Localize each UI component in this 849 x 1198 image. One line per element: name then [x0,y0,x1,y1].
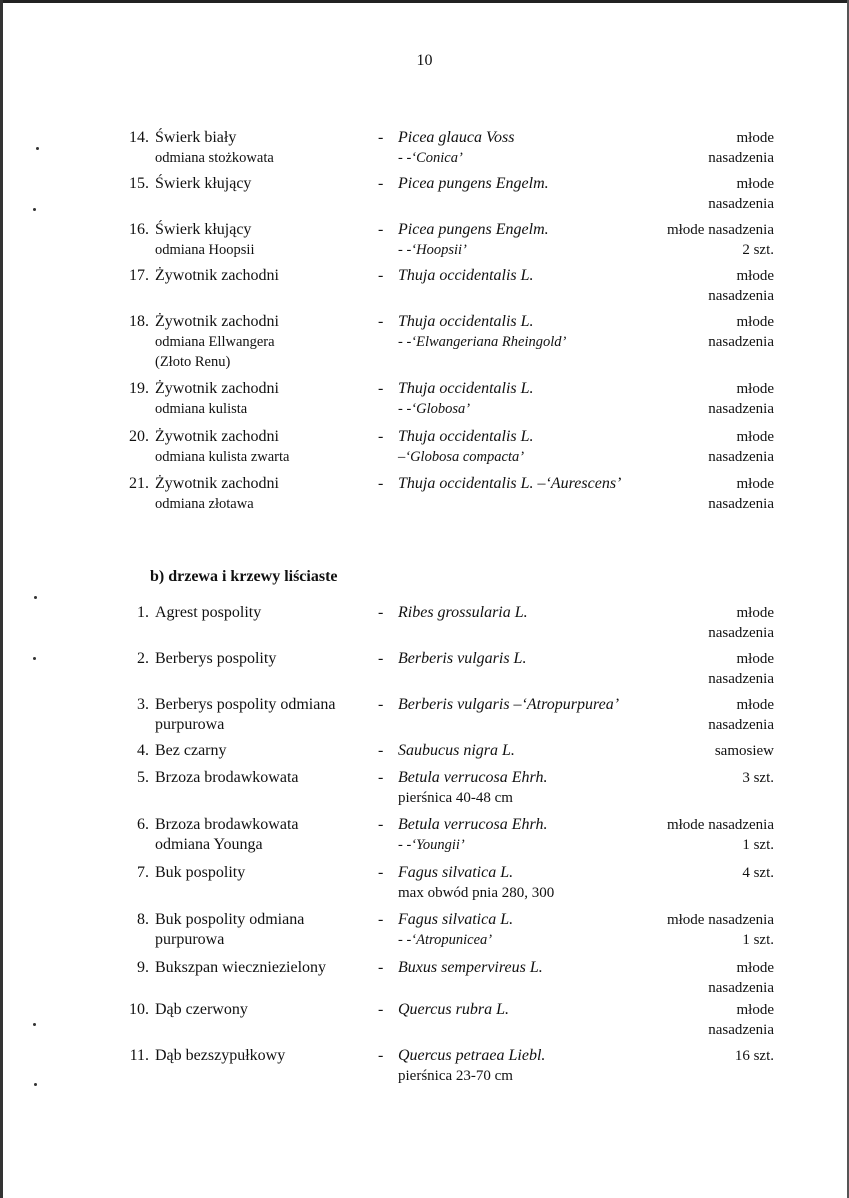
species-name: Brzoza brodawkowata [155,769,299,786]
species-name: Brzoza brodawkowata [155,816,299,833]
latin-name: Picea pungens Engelm. [398,221,549,238]
cultivar-name: - -‘Conica’ [398,150,463,166]
species-name: Dąb czerwony [155,1001,248,1018]
latin-name: Fagus silvatica L. [398,864,514,881]
latin-name: Picea pungens Engelm. [398,175,549,192]
species-name: Bukszpan wieczniezielony [155,959,327,976]
note-line-2: nasadzenia [708,980,774,996]
variety-name: odmiana kulista zwarta [155,449,290,465]
section-heading: b) drzewa i krzewy liściaste [150,568,338,585]
species-name: Buk pospolity [155,864,246,881]
variety-name: odmiana kulista [155,401,248,417]
note: młode [736,605,774,621]
item-number: 8. [137,911,149,928]
note-line-2: nasadzenia [708,717,774,733]
note: 4 szt. [742,865,774,881]
page-border-left [0,0,3,1198]
note: młode [736,429,774,445]
latin-name: Quercus rubra L. [398,1001,509,1018]
note: młode nasadzenia [666,222,774,238]
separator-dash: - [378,313,384,330]
species-name: Berberys pospolity [155,650,277,667]
note: samosiew [714,743,774,759]
species-name: Buk pospolity odmiana [155,911,305,928]
species-name-line-2: odmiana Younga [155,836,263,853]
species-name: Żywotnik zachodni [155,267,279,284]
latin-name: Thuja occidentalis L. –‘Aurescens’ [398,475,622,492]
separator-dash: - [378,696,384,713]
cultivar-name: - -‘Hoopsii’ [398,242,467,258]
item-number: 17. [129,267,149,284]
separator-dash: - [378,1001,384,1018]
item-number: 21. [129,475,149,492]
note: młode [736,697,774,713]
separator-dash: - [378,175,384,192]
variety-name: odmiana stożkowata [155,150,274,166]
trunk-measure: max obwód pnia 280, 300 [398,885,555,901]
item-number: 16. [129,221,149,238]
item-number: 3. [137,696,149,713]
item-number: 14. [129,129,149,146]
item-number: 9. [137,959,149,976]
species-name: Agrest pospolity [155,604,262,621]
cultivar-name: - -‘Elwangeriana Rheingold’ [398,334,567,350]
note: młode [736,268,774,284]
separator-dash: - [378,380,384,397]
species-name: Świerk kłujący [155,175,252,192]
note-line-2: nasadzenia [708,625,774,641]
note: 16 szt. [734,1048,774,1064]
cultivar-name: –‘Globosa compacta’ [398,449,525,465]
note-line-2: nasadzenia [708,496,774,512]
species-name: Żywotnik zachodni [155,313,279,330]
separator-dash: - [378,864,384,881]
note-line-2: nasadzenia [708,334,774,350]
variety-name-extra: (Złoto Renu) [155,354,231,370]
species-name-line-2: purpurowa [155,931,225,948]
item-number: 4. [137,742,149,759]
separator-dash: - [378,221,384,238]
note-line-2: nasadzenia [708,288,774,304]
item-number: 5. [137,769,149,786]
note: 3 szt. [742,770,774,786]
note: młode [736,1002,774,1018]
separator-dash: - [378,129,384,146]
item-number: 20. [129,428,149,445]
species-name: Dąb bezszypułkowy [155,1047,286,1064]
item-number: 11. [129,1047,149,1064]
latin-name: Quercus petraea Liebl. [398,1047,546,1064]
item-number: 15. [129,175,149,192]
note-line-2: nasadzenia [708,401,774,417]
item-number: 6. [137,816,149,833]
item-number: 1. [137,604,149,621]
separator-dash: - [378,604,384,621]
variety-name: odmiana Hoopsii [155,242,255,258]
note: młode nasadzenia [666,817,774,833]
latin-name: Thuja occidentalis L. [398,313,534,330]
latin-name: Berberis vulgaris –‘Atropurpurea’ [398,696,620,713]
variety-name: odmiana Ellwangera [155,334,275,350]
latin-name: Betula verrucosa Ehrh. [398,769,548,786]
species-name: Świerk biały [155,129,237,146]
species-name: Świerk kłujący [155,221,252,238]
note-line-2: nasadzenia [708,671,774,687]
species-name-line-2: purpurowa [155,716,225,733]
separator-dash: - [378,959,384,976]
scan-speck [33,208,36,211]
note-line-2: 2 szt. [742,242,774,258]
separator-dash: - [378,1047,384,1064]
note: młode [736,476,774,492]
note: młode [736,176,774,192]
note: młode [736,314,774,330]
item-number: 18. [129,313,149,330]
latin-name: Saubucus nigra L. [398,742,515,759]
latin-name: Betula verrucosa Ehrh. [398,816,548,833]
item-number: 2. [137,650,149,667]
note-line-2: nasadzenia [708,1022,774,1038]
latin-name: Thuja occidentalis L. [398,380,534,397]
note: młode [736,651,774,667]
scan-speck [33,1023,36,1026]
note-line-2: nasadzenia [708,449,774,465]
cultivar-name: - -‘Globosa’ [398,401,471,417]
latin-name: Buxus sempervireus L. [398,959,543,976]
trunk-measure: pierśnica 23-70 cm [398,1068,513,1084]
separator-dash: - [378,428,384,445]
latin-name: Thuja occidentalis L. [398,267,534,284]
species-name: Żywotnik zachodni [155,475,279,492]
scan-speck [33,657,36,660]
page-border-top [0,0,849,3]
note: młode nasadzenia [666,912,774,928]
scan-speck [34,1083,37,1086]
separator-dash: - [378,911,384,928]
page-number: 10 [416,52,433,69]
species-name: Żywotnik zachodni [155,428,279,445]
separator-dash: - [378,650,384,667]
latin-name: Berberis vulgaris L. [398,650,527,667]
note-line-2: nasadzenia [708,196,774,212]
note-line-2: nasadzenia [708,150,774,166]
separator-dash: - [378,742,384,759]
latin-name: Picea glauca Voss [398,129,515,146]
note: młode [736,130,774,146]
note-line-2: 1 szt. [742,837,774,853]
separator-dash: - [378,816,384,833]
item-number: 19. [129,380,149,397]
trunk-measure: pierśnica 40-48 cm [398,790,513,806]
scan-speck [34,596,37,599]
note-line-2: 1 szt. [742,932,774,948]
cultivar-name: - -‘Atropunicea’ [398,932,493,948]
latin-name: Thuja occidentalis L. [398,428,534,445]
latin-name: Fagus silvatica L. [398,911,514,928]
species-name: Bez czarny [155,742,227,759]
species-name: Berberys pospolity odmiana [155,696,336,713]
separator-dash: - [378,267,384,284]
note: młode [736,381,774,397]
variety-name: odmiana złotawa [155,496,254,512]
scan-speck [36,147,39,150]
cultivar-name: - -‘Youngii’ [398,837,465,853]
separator-dash: - [378,769,384,786]
separator-dash: - [378,475,384,492]
item-number: 7. [137,864,149,881]
latin-name: Ribes grossularia L. [398,604,528,621]
note: młode [736,960,774,976]
item-number: 10. [129,1001,149,1018]
species-name: Żywotnik zachodni [155,380,279,397]
